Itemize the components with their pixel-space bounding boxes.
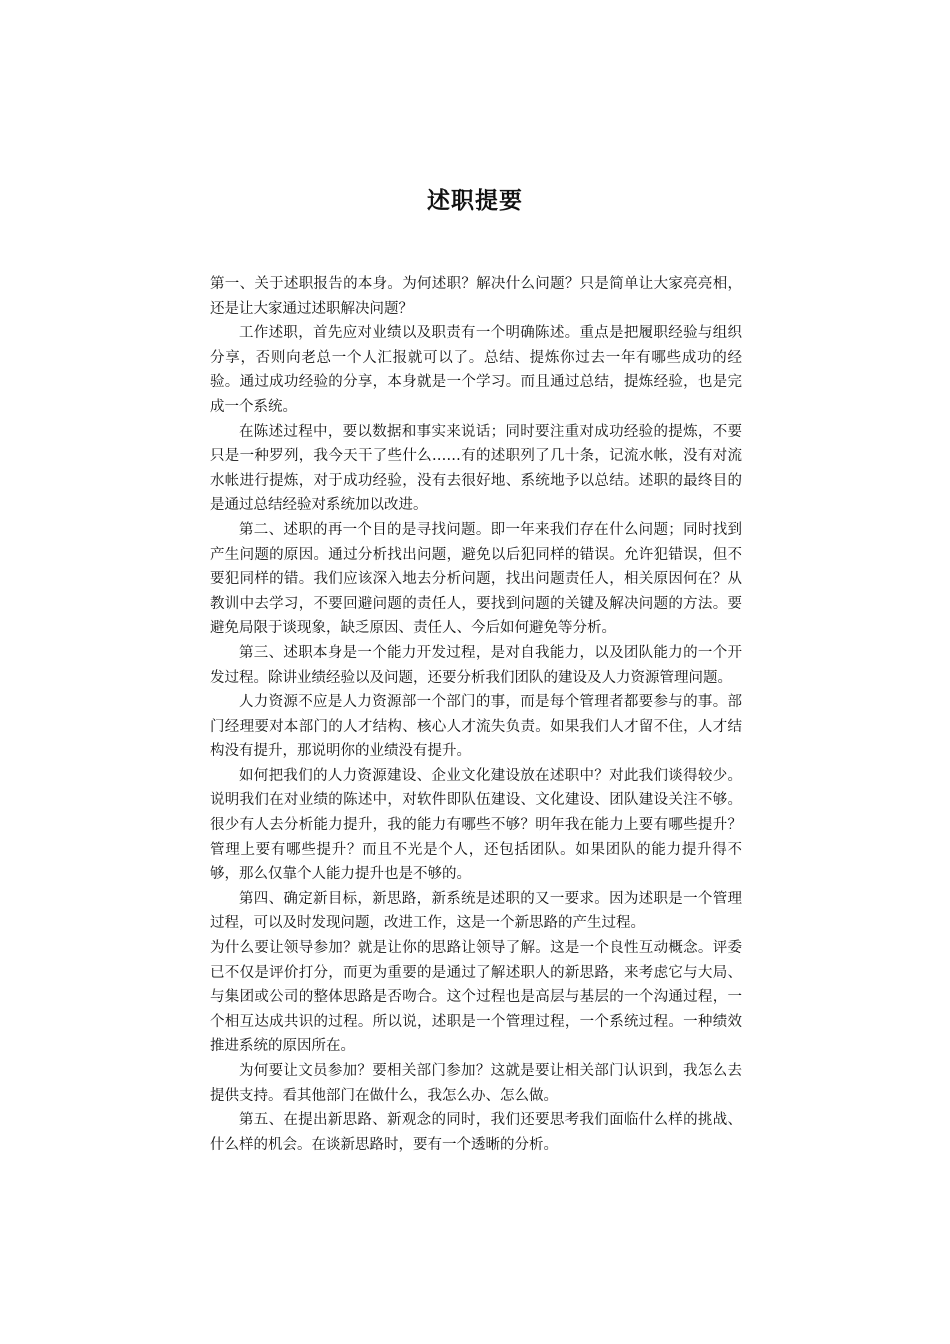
paragraph: 第四、确定新目标，新思路，新系统是述职的又一要求。因为述职是一个管理过程，可以及时发现问题，改进工作，这是一个新思路的产生过程。 — [210, 890, 742, 932]
document-title: 述职提要 — [427, 188, 523, 214]
paragraph: 第五、在提出新思路、新观念的同时，我们还要思考我们面临什么样的挑战、什么样的机会。在谈新思路时，要有一个透晰的分析。 — [210, 1112, 742, 1153]
paragraph: 第二、述职的再一个目的是寻找问题。即一年来我们存在什么问题；同时找到产生问题的原因。通过分析找出问题，避免以后犯同样的错误。允许犯错误，但不要犯同样的错。我们应该深入地去分析问题，找出问题责任人，相关原因何在？从教训中去学习，不要回避问题的责任人，要找到问题的关键及解决问题的方法。要避免局限于谈现象，缺乏原因、责任人、今后如何避免等分析。 — [210, 521, 742, 637]
paragraph: 为什么要让领导参加？就是让你的思路让领导了解。这是一个良性互动概念。评委已不仅是评价打分，而更为重要的是通过了解述职人的新思路，来考虑它与大局、与集团或公司的整体思路是否吻合。这个过程也是高层与基层的一个沟通过程，一个相互达成共识的过程。所以说，述职是一个管理过程，一个系统过程。一种绩效推进系统的原因所在。 — [210, 940, 742, 1055]
document-body — [210, 272, 742, 1157]
paragraph: 工作述职，首先应对业绩以及职责有一个明确陈述。重点是把履职经验与组织分享，否则向老总一个人汇报就可以了。总结、提炼你过去一年有哪些成功的经验。通过成功经验的分享，本身就是一个学习。而且通过总结，提炼经验，也是完成一个系统。 — [210, 325, 742, 415]
paragraph: 为何要让文员参加？要相关部门参加？这就是要让相关部门认识到，我怎么去提供支持。看其他部门在做什么，我怎么办、怎么做。 — [210, 1063, 742, 1104]
paragraph: 如何把我们的人力资源建设、企业文化建设放在述职中？对此我们谈得较少。说明我们在对业绩的陈述中，对软件即队伍建设、文化建设、团队建设关注不够。很少有人去分析能力提升，我的能力有哪些不够？明年我在能力上要有哪些提升？管理上要有哪些提升？而且不光是个人，还包括团队。如果团队的能力提升得不够，那么仅靠个人能力提升也是不够的。 — [210, 767, 742, 883]
paragraph: 第一、关于述职报告的本身。为何述职？解决什么问题？只是简单让大家亮亮相，还是让大家通过述职解决问题？ — [210, 276, 742, 317]
paragraph: 人力资源不应是人力资源部一个部门的事，而是每个管理者都要参与的事。部门经理要对本部门的人才结构、核心人才流失负责。如果我们人才留不住，人才结构没有提升，那说明你的业绩没有提升。 — [210, 694, 742, 760]
paragraph: 在陈述过程中，要以数据和事实来说话；同时要注重对成功经验的提炼，不要只是一种罗列，我今天干了些什么……有的述职列了几十条，记流水帐，没有对流水帐进行提炼，对于成功经验，没有去很好地、系统地予以总结。述职的最终目的是通过总结经验对系统加以改进。 — [210, 423, 742, 514]
paragraph: 第三、述职本身是一个能力开发过程，是对自我能力，以及团队能力的一个开发过程。除讲业绩经验以及问题，还要分析我们团队的建设及人力资源管理问题。 — [210, 644, 742, 686]
